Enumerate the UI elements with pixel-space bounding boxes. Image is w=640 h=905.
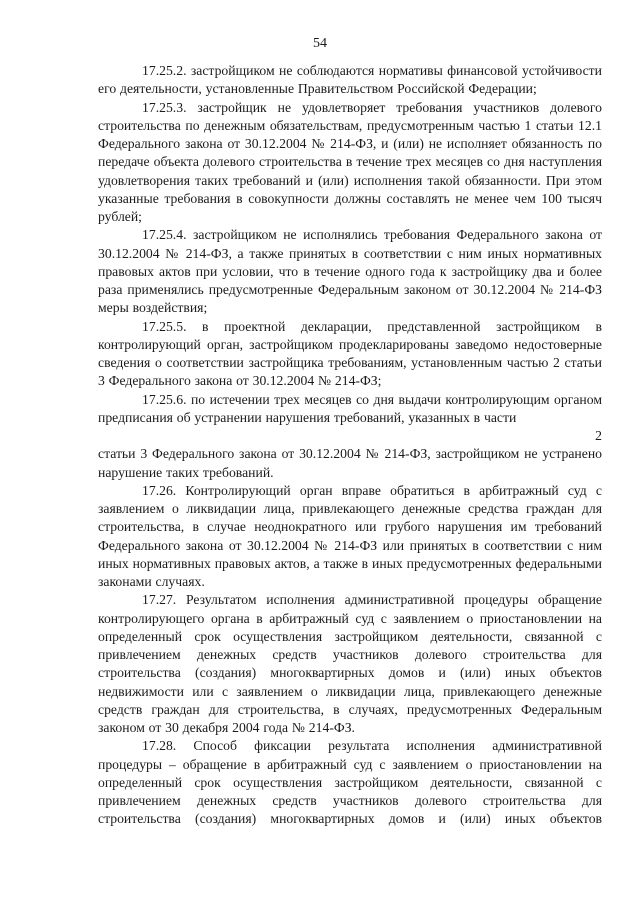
paragraph-17-25-2: 17.25.2. застройщиком не соблюдаются нормативы финансовой устойчивости его деятельности, установленные Правительством Российской Федерации;: [98, 63, 602, 97]
paragraph-17-25-6-part-number: 2: [595, 428, 602, 443]
paragraph-17-25-5: 17.25.5. в проектной декларации, представленной застройщиком в контролирующий орган, застройщиком продекларированы заведомо недостоверные сведения о соответствии застройщика требованиям, установленным частью 2 статьи 3 Федерального закона от 30.12.2004 № 214-ФЗ;: [98, 318, 602, 389]
paragraph-17-27: 17.27. Результатом исполнения административной процедуры обращение контролирующего органа в арбитражный суд с заявлением о приостановлении на определенный срок осуществления застройщиком деятельности, связанной с привлечением денежных средств участников долевого строительства для строительства (создания) многоквартирных домов и (или) иных объектов недвижимости или с заявлением о ликвидации лица, привлекающего денежные средств граждан для строительства, в случаях, предусмотренных Федеральным законом от 30 декабря 2004 года № 214-ФЗ.: [98, 592, 602, 735]
paragraph-17-25-6: 17.25.6. по истечении трех месяцев со дня выдачи контролирующим органом предписания об устранении нарушения требований, указанных в части: [98, 391, 602, 425]
document-body: [98, 62, 602, 829]
paragraph-17-25-3: 17.25.3. застройщик не удовлетворяет требования участников долевого строительства по денежным обязательствам, предусмотренным частью 1 статьи 12.1 Федерального закона от 30.12.2004 № 214-ФЗ, и (или) не исполняет обязанность по передаче объекта долевого строительства в течение трех месяцев со дня наступления удовлетворения таких требований и (или) исполнения такой обязанности. При этом указанные требования в совокупности должны составлять не менее чем 100 тысяч рублей;: [98, 99, 602, 224]
paragraph-17-26: 17.26. Контролирующий орган вправе обратиться в арбитражный суд с заявлением о ликвидации лица, привлекающего денежные средства граждан для строительства, в случае неоднократного или грубого нарушения им требований Федерального закона от 30.12.2004 № 214-ФЗ или принятых в соответствии с ним иных нормативных правовых актов, а также в иных предусмотренных федеральными законами случаях.: [98, 482, 602, 589]
paragraph-17-28: 17.28. Способ фиксации результата исполнения административной процедуры – обращение в арбитражный суд с заявлением о приостановлении на определенный срок осуществления застройщиком деятельности, связанной с привлечением денежных средств участников долевого строительства для строительства (создания) многоквартирных домов и (или) иных объектов: [98, 738, 602, 827]
paragraph-17-25-4: 17.25.4. застройщиком не исполнялись требования Федерального закона от 30.12.2004 № 214-ФЗ, а также принятых в соответствии с ним иных нормативных правовых актов при условии, что в течение одного года к застройщику два и более раза применялись предусмотренные Федеральным законом от 30.12.2004 № 214-ФЗ меры воздействия;: [98, 227, 602, 316]
page-number: 54: [313, 36, 327, 51]
paragraph-17-25-6-continuation: статьи 3 Федерального закона от 30.12.2004 № 214-ФЗ, застройщиком не устранено нарушение таких требований.: [98, 446, 602, 480]
